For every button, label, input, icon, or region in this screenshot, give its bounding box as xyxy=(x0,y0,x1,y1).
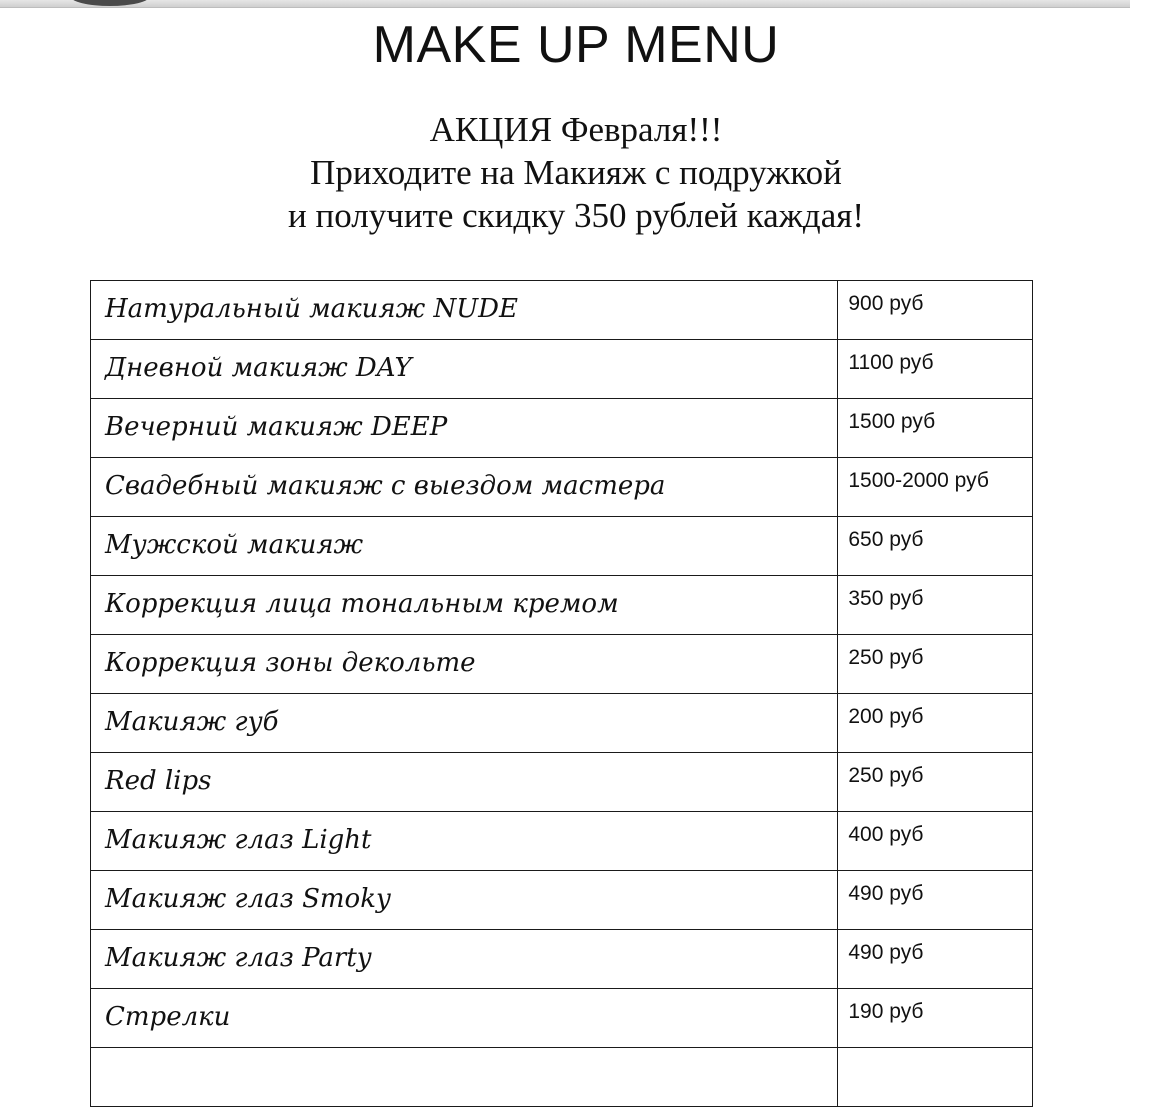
promo-line-3: и получите скидку 350 рублей каждая! xyxy=(288,196,864,235)
price-table xyxy=(90,280,1033,1107)
service-name: Макияж глаз Smoky xyxy=(105,884,391,914)
table-row xyxy=(91,930,1033,989)
table-row xyxy=(91,458,1033,517)
table-row xyxy=(91,871,1033,930)
promo-line-2: Приходите на Макияж с подружкой xyxy=(310,153,842,192)
service-cell xyxy=(91,458,838,517)
price-cell xyxy=(838,340,1033,399)
service-cell xyxy=(91,989,838,1048)
service-price: 650 руб xyxy=(848,528,924,551)
table-row xyxy=(91,989,1033,1048)
service-cell xyxy=(91,1048,838,1107)
service-name: Red lips xyxy=(105,766,212,796)
service-name: Свадебный макияж с выездом мастера xyxy=(105,471,666,501)
table-row xyxy=(91,1048,1033,1107)
service-cell xyxy=(91,753,838,812)
service-price: 490 руб xyxy=(848,882,924,905)
promo-line-1: АКЦИЯ Февраля!!! xyxy=(429,110,723,149)
price-cell xyxy=(838,1048,1033,1107)
service-price: 190 руб xyxy=(848,1000,924,1023)
service-cell xyxy=(91,812,838,871)
service-cell xyxy=(91,517,838,576)
service-cell xyxy=(91,399,838,458)
service-price: 1100 руб xyxy=(848,351,934,374)
service-name: Натуральный макияж NUDE xyxy=(105,294,518,324)
top-decorative-bar xyxy=(0,0,1130,8)
service-price: 1500-2000 руб xyxy=(848,469,989,492)
service-price: 490 руб xyxy=(848,941,924,964)
service-name: Вечерний макияж DEEP xyxy=(105,412,448,442)
service-cell xyxy=(91,871,838,930)
service-name: Макияж глаз Light xyxy=(105,825,372,855)
service-price xyxy=(838,1048,1032,1058)
price-cell xyxy=(838,871,1033,930)
service-name: Дневной макияж DAY xyxy=(105,353,412,383)
service-name: Коррекция лица тональным кремом xyxy=(105,589,619,619)
price-cell xyxy=(838,753,1033,812)
table-row xyxy=(91,576,1033,635)
table-row xyxy=(91,753,1033,812)
price-cell xyxy=(838,458,1033,517)
page-title: MAKE UP MENU xyxy=(372,16,780,74)
table-row xyxy=(91,340,1033,399)
price-cell xyxy=(838,281,1033,340)
service-name: Стрелки xyxy=(105,1002,231,1032)
service-cell xyxy=(91,694,838,753)
table-row xyxy=(91,281,1033,340)
price-cell xyxy=(838,517,1033,576)
promo-block xyxy=(0,108,1152,237)
service-price: 200 руб xyxy=(848,705,924,728)
service-name: Макияж глаз Party xyxy=(105,943,372,973)
service-price: 250 руб xyxy=(848,764,924,787)
price-cell xyxy=(838,930,1033,989)
top-swoosh-decoration xyxy=(70,0,150,6)
price-cell xyxy=(838,694,1033,753)
service-cell xyxy=(91,340,838,399)
service-price: 1500 руб xyxy=(848,410,936,433)
service-name: Коррекция зоны декольте xyxy=(105,648,476,678)
price-cell xyxy=(838,635,1033,694)
service-name: Мужской макияж xyxy=(105,530,364,560)
table-row xyxy=(91,399,1033,458)
table-row xyxy=(91,635,1033,694)
table-row xyxy=(91,812,1033,871)
table-row xyxy=(91,694,1033,753)
service-name xyxy=(91,1048,837,1058)
service-cell xyxy=(91,635,838,694)
service-name: Макияж губ xyxy=(105,707,279,737)
service-price: 350 руб xyxy=(848,587,924,610)
service-price: 400 руб xyxy=(848,823,924,846)
service-cell xyxy=(91,930,838,989)
price-cell xyxy=(838,576,1033,635)
price-cell xyxy=(838,989,1033,1048)
service-price: 250 руб xyxy=(848,646,924,669)
service-price: 900 руб xyxy=(848,292,924,315)
price-cell xyxy=(838,399,1033,458)
table-row xyxy=(91,517,1033,576)
price-cell xyxy=(838,812,1033,871)
service-cell xyxy=(91,281,838,340)
service-cell xyxy=(91,576,838,635)
